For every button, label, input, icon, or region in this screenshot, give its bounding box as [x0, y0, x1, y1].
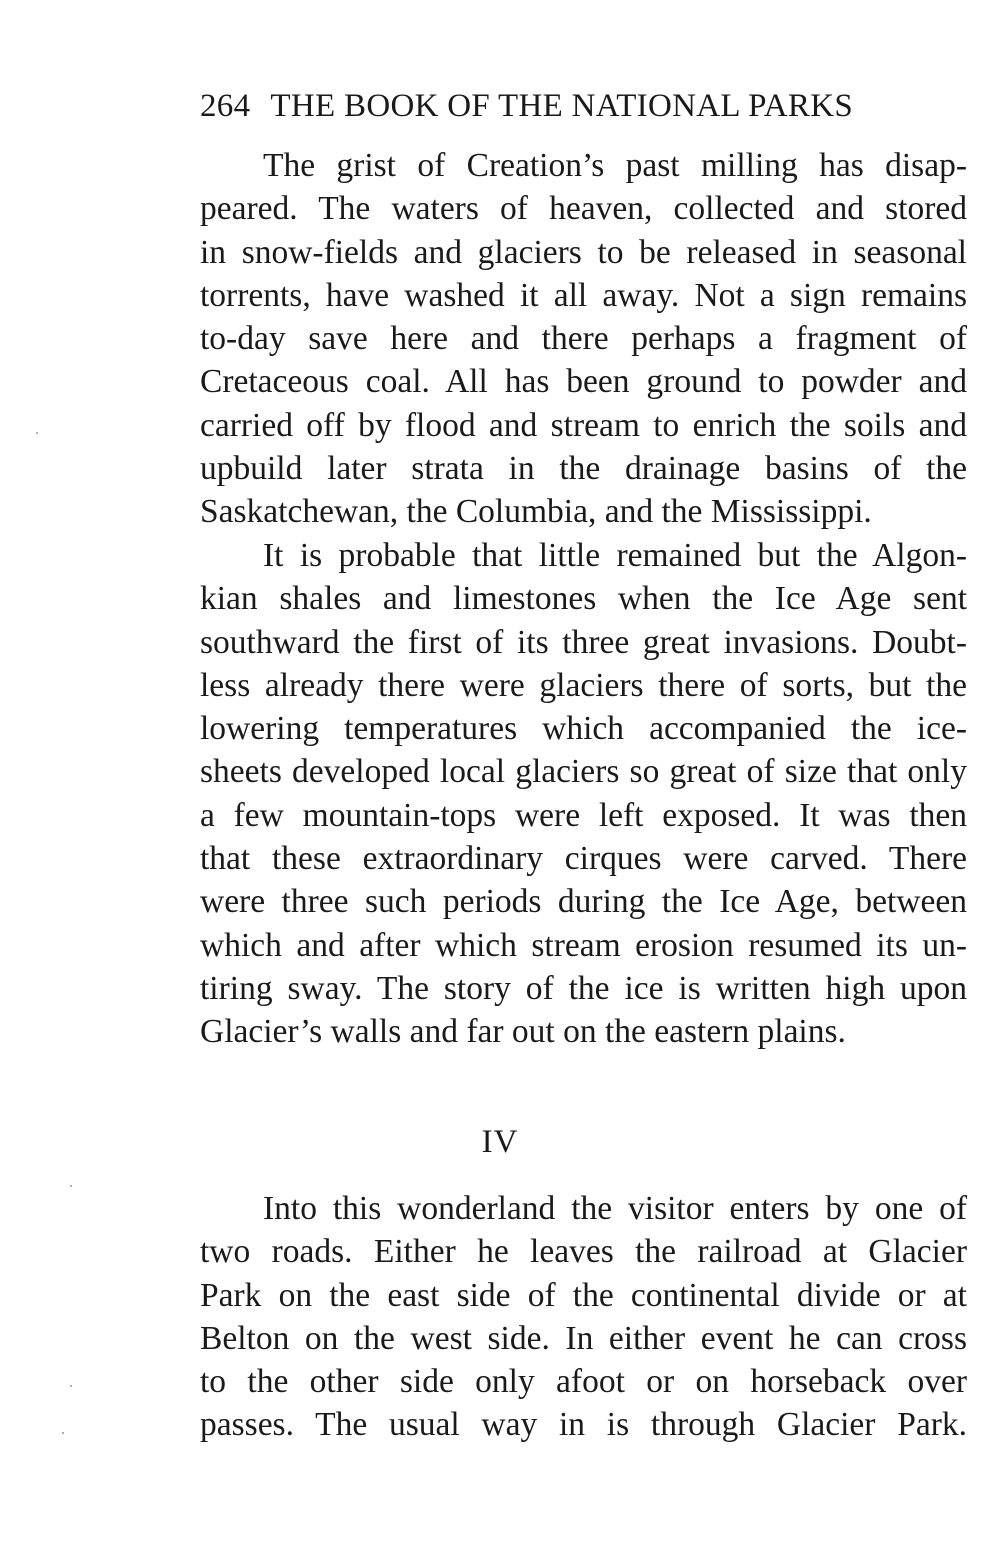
text-line: peared. The waters of heaven, collected and stored	[200, 190, 967, 228]
scan-speck	[62, 1432, 64, 1434]
scan-speck	[36, 432, 38, 434]
paragraph-2	[200, 534, 967, 1054]
text-line: Into this wonderland the visitor enters by one of	[263, 1190, 967, 1227]
text-line: less already there were glaciers there of sorts, but the	[200, 666, 967, 704]
text-line: torrents, have washed it all away. Not a sign remains	[200, 276, 967, 314]
page-number: 264	[200, 88, 251, 124]
text-line: that these extraordinary cirques were carved. There	[200, 840, 967, 878]
text-line: southward the first of its three great invasions. Doubt-	[200, 623, 967, 661]
paragraph-3	[200, 1187, 967, 1447]
text-line: upbuild later strata in the drainage basins of the	[200, 450, 967, 488]
text-line: Park on the east side of the continental divide or at	[200, 1276, 967, 1314]
text-line: Cretaceous coal. All has been ground to powder and	[200, 363, 967, 401]
text-line: tiring sway. The story of the ice is written high upon	[200, 969, 967, 1007]
text-line: passes. The usual way in is through Glacier Park.	[200, 1406, 967, 1444]
text-line: were three such periods during the Ice Age, between	[200, 883, 967, 921]
scan-speck	[70, 1185, 72, 1187]
text-line: lowering temperatures which accompanied the ice-	[200, 710, 967, 748]
text-line: The grist of Creation’s past milling has disap-	[263, 147, 967, 184]
text-line: in snow-fields and glaciers to be released in seasonal	[200, 233, 967, 271]
text-line: to-day save here and there perhaps a fragment of	[200, 320, 967, 358]
text-line: Saskatchewan, the Columbia, and the Mississippi.	[200, 493, 872, 531]
text-line: to the other side only afoot or on horseback over	[200, 1363, 967, 1401]
text-line: kian shales and limestones when the Ice Age sent	[200, 580, 967, 618]
text-line: Glacier’s walls and far out on the eastern plains.	[200, 1013, 846, 1051]
text-line: sheets developed local glaciers so great of size that only	[200, 753, 967, 791]
scan-speck	[70, 1385, 72, 1387]
text-line: It is probable that little remained but the Algon-	[263, 537, 967, 574]
paragraph-1	[200, 144, 967, 534]
text-line: carried off by flood and stream to enrich the soils and	[200, 406, 967, 444]
section-number: IV	[481, 1124, 519, 1160]
text-line: Belton on the west side. In either event he can cross	[200, 1319, 967, 1357]
running-title: THE BOOK OF THE NATIONAL PARKS	[270, 88, 853, 124]
text-line: two roads. Either he leaves the railroad at Glacier	[200, 1233, 967, 1271]
running-head	[200, 84, 967, 128]
text-line: a few mountain-tops were left exposed. It was then	[200, 796, 967, 834]
text-line: which and after which stream erosion resumed its un-	[200, 926, 967, 964]
